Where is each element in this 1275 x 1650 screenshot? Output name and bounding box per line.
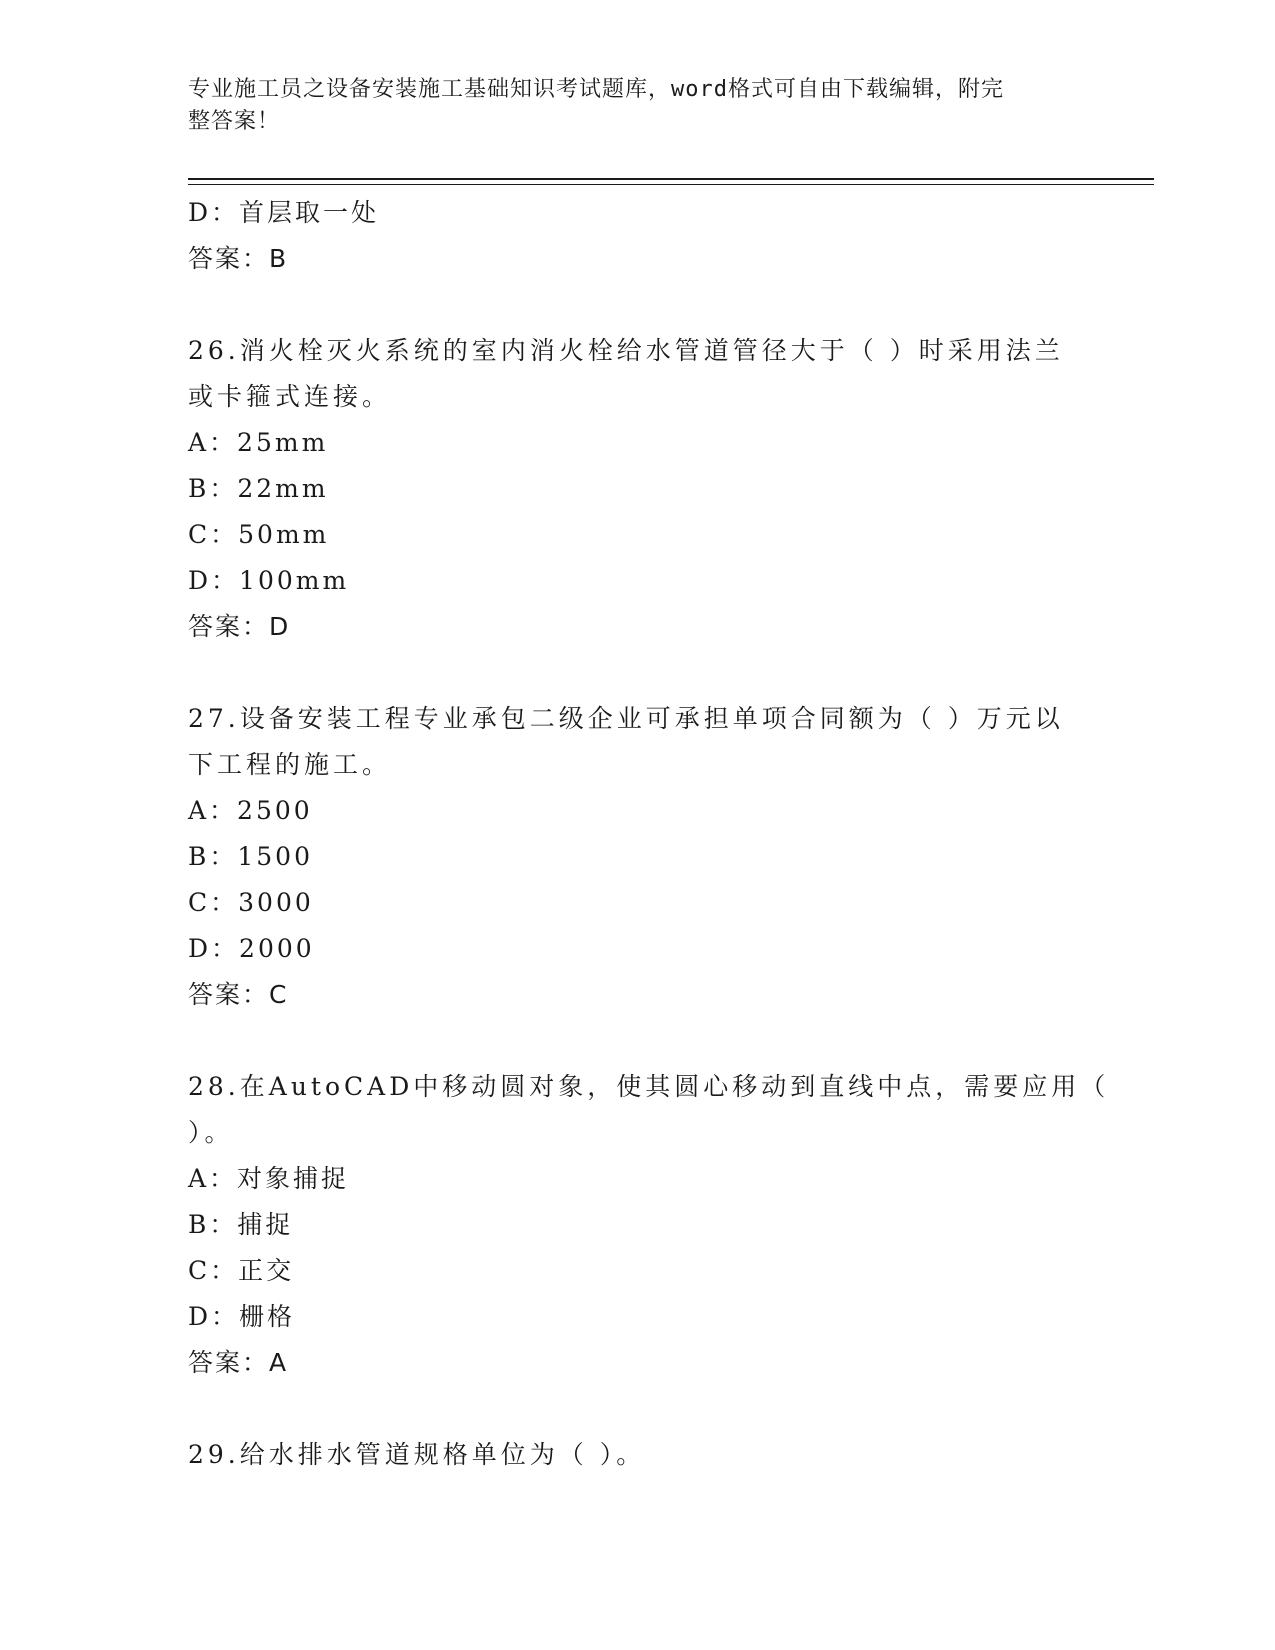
spacer	[188, 282, 1088, 328]
option-d: D：首层取一处	[188, 198, 380, 227]
option-b: B：1500	[188, 842, 313, 871]
option-b: B：捕捉	[188, 1210, 294, 1239]
question-text-line-2: 或卡箍式连接。	[188, 382, 392, 411]
option-c: C：50mm	[188, 520, 330, 549]
option-d: D：栅格	[188, 1302, 296, 1331]
question-text-line-1: 26.消火栓灭火系统的室内消火栓给水管道管径大于（ ）时采用法兰	[188, 336, 1064, 365]
previous-question-tail	[188, 190, 1088, 282]
question-text-line-2: 下工程的施工。	[188, 750, 392, 779]
header-divider-thick	[188, 178, 1154, 180]
spacer	[188, 650, 1088, 696]
option-c: C：3000	[188, 888, 314, 917]
answer-line: 答案：D	[188, 612, 291, 641]
question-27	[188, 696, 1088, 1018]
question-29	[188, 1432, 1088, 1478]
option-c: C：正交	[188, 1256, 295, 1285]
option-a: A：25mm	[188, 428, 329, 457]
question-text-line-1: 29.给水排水管道规格单位为（ ）。	[188, 1440, 646, 1469]
option-d: D：2000	[188, 934, 315, 963]
header-line-1: 专业施工员之设备安装施工基础知识考试题库，word格式可自由下载编辑，附完	[188, 77, 1004, 102]
option-d: D：100mm	[188, 566, 350, 595]
option-a: A：对象捕捉	[188, 1164, 350, 1193]
spacer	[188, 1018, 1088, 1064]
answer-line: 答案：C	[188, 980, 289, 1009]
header-divider-thin	[188, 184, 1154, 185]
question-text-line-1: 28.在AutoCAD中移动圆对象，使其圆心移动到直线中点，需要应用（	[188, 1072, 1110, 1101]
question-28	[188, 1064, 1110, 1386]
spacer	[188, 1386, 1088, 1432]
question-text-line-2: ）。	[188, 1118, 234, 1147]
document-header	[188, 74, 1068, 138]
question-text-line-1: 27.设备安装工程专业承包二级企业可承担单项合同额为（ ）万元以	[188, 704, 1064, 733]
question-26	[188, 328, 1088, 650]
option-a: A：2500	[188, 796, 313, 825]
header-line-2: 整答案！	[188, 109, 281, 134]
answer-line: 答案：B	[188, 244, 289, 273]
answer-line: 答案：A	[188, 1348, 289, 1377]
option-b: B：22mm	[188, 474, 329, 503]
document-body	[188, 190, 1110, 1478]
